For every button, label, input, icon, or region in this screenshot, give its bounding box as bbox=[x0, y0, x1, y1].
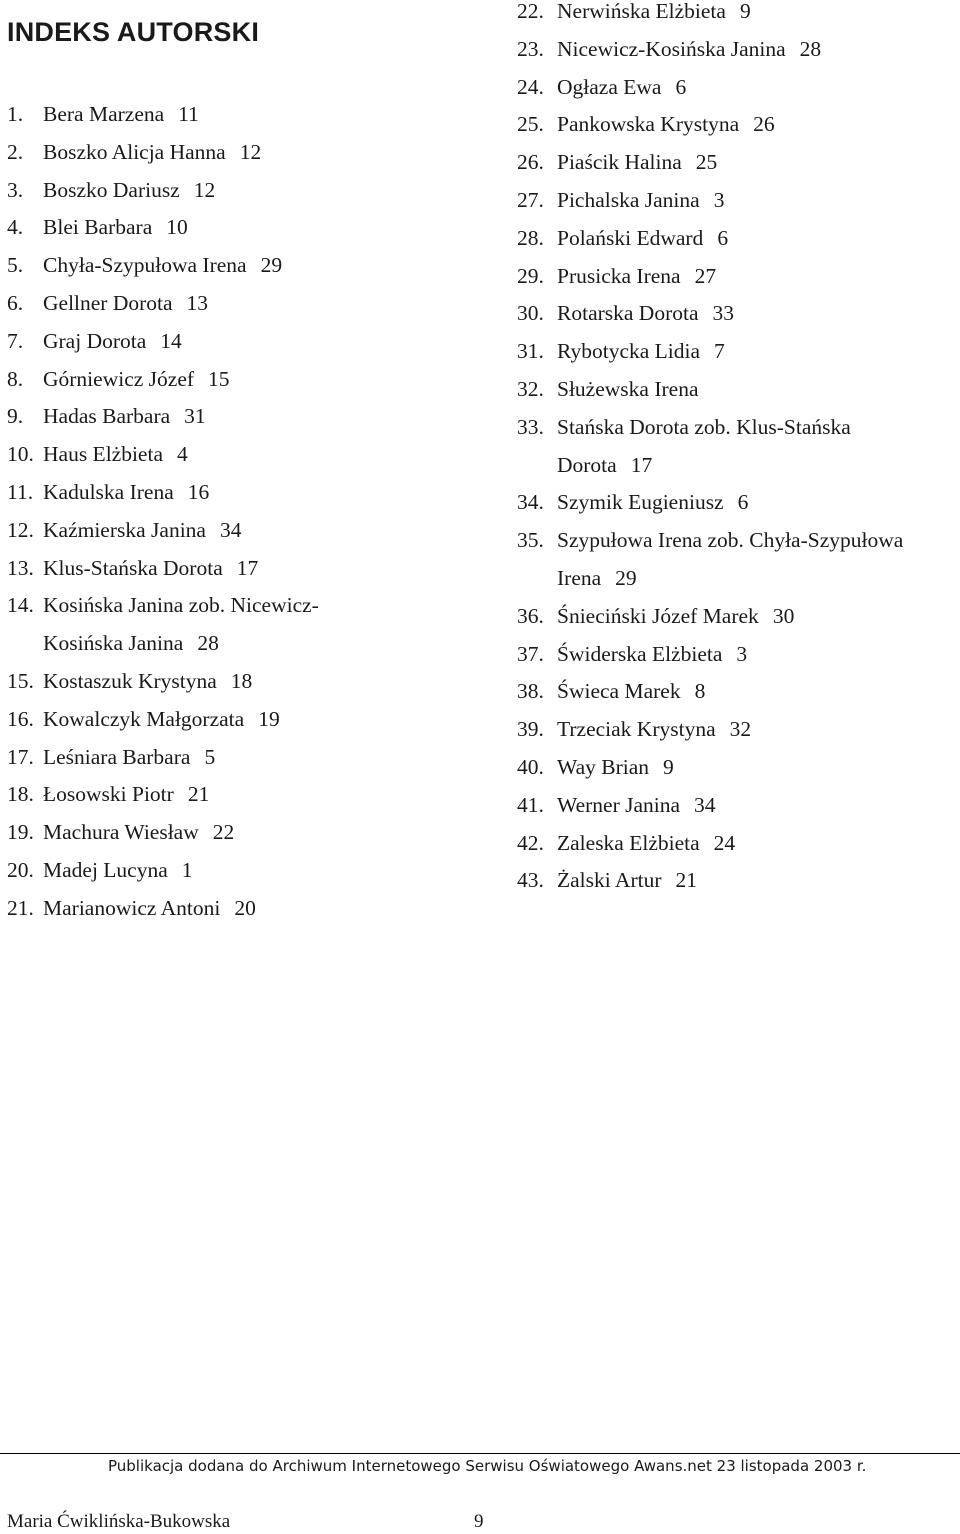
entry-author-name: Kaźmierska Janina bbox=[43, 517, 206, 542]
entry-page-number: 29 bbox=[615, 565, 637, 590]
entry-number: 31. bbox=[517, 339, 544, 364]
entry-page-number: 6 bbox=[717, 225, 729, 250]
entry-author-name: Pankowska Krystyna bbox=[557, 112, 740, 137]
entry-number: 36. bbox=[517, 603, 544, 628]
entry-number: 8. bbox=[7, 366, 24, 391]
entry-page-number: 30 bbox=[772, 603, 795, 628]
entry-number: 20. bbox=[7, 857, 34, 882]
entry-number: 28. bbox=[517, 225, 544, 250]
entry-page-number: 28 bbox=[197, 631, 219, 656]
entry-page-number: 9 bbox=[739, 0, 751, 23]
entry-number: 40. bbox=[517, 754, 544, 779]
entry-author-name: Świeca Marek bbox=[557, 679, 681, 704]
entry-page-number: 7 bbox=[714, 339, 725, 364]
index-entry bbox=[517, 862, 947, 900]
entry-author-name: Pichalska Janina bbox=[557, 187, 700, 212]
entry-author-name: Werner Janina bbox=[557, 792, 681, 817]
entry-number: 37. bbox=[517, 641, 544, 666]
entry-text bbox=[557, 220, 947, 258]
entry-text bbox=[43, 285, 377, 323]
entry-number: 5. bbox=[7, 253, 24, 278]
entry-author-name: Szymik Eugieniusz bbox=[557, 490, 724, 515]
entry-page-number: 9 bbox=[663, 754, 674, 779]
entry-page-number: 18 bbox=[230, 668, 253, 693]
entry-text bbox=[557, 182, 947, 220]
entry-page-number: 22 bbox=[212, 820, 235, 845]
entry-number: 12. bbox=[7, 517, 34, 542]
entry-page-number: 12 bbox=[239, 139, 262, 164]
entry-page-number: 17 bbox=[630, 452, 653, 477]
entry-text bbox=[557, 522, 947, 598]
entry-author-name: Chyła-Szypułowa Irena bbox=[43, 253, 247, 278]
entry-text bbox=[557, 295, 947, 333]
entry-number: 7. bbox=[7, 328, 24, 353]
index-entry bbox=[7, 701, 377, 739]
entry-number: 34. bbox=[517, 490, 544, 515]
entry-author-name: Łosowski Piotr bbox=[43, 782, 174, 807]
entry-number: 25. bbox=[517, 112, 544, 137]
entry-author-name: Way Brian bbox=[557, 754, 650, 779]
entry-text bbox=[43, 587, 377, 663]
index-entry bbox=[7, 247, 377, 285]
entry-text bbox=[557, 636, 947, 674]
footer-publication-note: Publikacja dodana do Archiwum Internetowego Serwisu Oświatowego Awans.net 23 listopada 2003 r. bbox=[108, 1457, 867, 1475]
entry-author-name: Nerwińska Elżbieta bbox=[557, 0, 726, 23]
index-entry bbox=[517, 409, 947, 485]
entry-number: 15. bbox=[7, 668, 34, 693]
entry-author-name: Blei Barbara bbox=[43, 215, 153, 240]
entry-author-name: Gellner Dorota bbox=[43, 290, 173, 315]
index-heading: INDEKS AUTORSKI bbox=[7, 17, 260, 47]
index-entry bbox=[7, 398, 377, 436]
entry-text bbox=[43, 852, 377, 890]
entry-number: 29. bbox=[517, 263, 544, 288]
entry-text bbox=[43, 776, 377, 814]
entry-author-name: Zaleska Elżbieta bbox=[557, 830, 700, 855]
entry-number: 16. bbox=[7, 706, 34, 731]
entry-text bbox=[557, 409, 947, 485]
entry-number: 42. bbox=[517, 830, 544, 855]
entry-author-name: Graj Dorota bbox=[43, 328, 147, 353]
entry-number: 6. bbox=[7, 290, 24, 315]
entry-author-name: Hadas Barbara bbox=[43, 404, 171, 429]
entry-text bbox=[557, 31, 947, 69]
entry-author-name: Haus Elżbieta bbox=[43, 442, 163, 467]
entry-page-number: 20 bbox=[234, 895, 256, 920]
entry-author-name: Nicewicz-Kosińska Janina bbox=[557, 36, 786, 61]
index-entry bbox=[517, 295, 947, 333]
entry-page-number: 6 bbox=[675, 74, 687, 99]
index-entry bbox=[7, 209, 377, 247]
entry-author-name: Klus-Stańska Dorota bbox=[43, 555, 223, 580]
entry-page-number: 3 bbox=[713, 187, 725, 212]
entry-text bbox=[43, 436, 377, 474]
entry-page-number: 29 bbox=[260, 253, 283, 278]
entry-author-name: Boszko Dariusz bbox=[43, 177, 180, 202]
entry-text bbox=[43, 663, 377, 701]
entry-number: 3. bbox=[7, 177, 24, 202]
entry-page-number: 31 bbox=[184, 404, 206, 429]
index-entry bbox=[517, 258, 947, 296]
entry-author-name: Madej Lucyna bbox=[43, 857, 168, 882]
entry-page-number: 4 bbox=[177, 442, 188, 467]
index-entry bbox=[7, 285, 377, 323]
index-entry bbox=[7, 663, 377, 701]
entry-page-number: 19 bbox=[258, 706, 280, 731]
index-entry bbox=[7, 96, 377, 134]
entry-author-name: Szypułowa Irena zob. Chyła-Szypułowa Irena bbox=[557, 528, 904, 590]
index-entry bbox=[517, 106, 947, 144]
entry-page-number: 10 bbox=[166, 215, 188, 240]
entry-page-number: 27 bbox=[694, 263, 717, 288]
entry-author-name: Machura Wiesław bbox=[43, 820, 199, 845]
entry-text bbox=[43, 890, 377, 928]
entry-number: 27. bbox=[517, 187, 544, 212]
entry-text bbox=[43, 512, 377, 550]
index-entry bbox=[7, 890, 377, 928]
entry-page-number: 17 bbox=[236, 555, 259, 580]
author-index-right-column bbox=[517, 0, 947, 900]
entry-author-name: Kowalczyk Małgorzata bbox=[43, 706, 245, 731]
entry-number: 11. bbox=[7, 479, 34, 504]
entry-author-name: Marianowicz Antoni bbox=[43, 895, 221, 920]
entry-text bbox=[557, 787, 947, 825]
entry-text bbox=[43, 134, 377, 172]
entry-text bbox=[557, 673, 947, 711]
index-entry bbox=[517, 0, 947, 31]
index-entry bbox=[517, 220, 947, 258]
entry-author-name: Stańska Dorota zob. Klus-Stańska Dorota bbox=[557, 414, 851, 477]
index-entry bbox=[7, 852, 377, 890]
entry-page-number: 13 bbox=[186, 290, 209, 315]
index-entry bbox=[517, 749, 947, 787]
entry-author-name: Boszko Alicja Hanna bbox=[43, 139, 226, 164]
index-entry bbox=[517, 69, 947, 107]
entry-author-name: Prusicka Irena bbox=[557, 263, 681, 288]
entry-number: 1. bbox=[7, 102, 24, 126]
entry-text bbox=[557, 0, 947, 31]
entry-page-number: 8 bbox=[694, 679, 706, 704]
entry-author-name: Kadulska Irena bbox=[43, 479, 174, 504]
entry-page-number: 28 bbox=[799, 36, 822, 61]
entry-text bbox=[557, 371, 947, 409]
index-entry bbox=[517, 144, 947, 182]
entry-page-number: 25 bbox=[695, 150, 718, 175]
entry-page-number: 12 bbox=[193, 177, 216, 202]
entry-page-number: 5 bbox=[204, 744, 216, 769]
entry-number: 4. bbox=[7, 215, 24, 240]
footer-divider bbox=[0, 1453, 960, 1454]
entry-author-name: Bera Marzena bbox=[43, 102, 165, 126]
entry-text bbox=[43, 172, 377, 210]
entry-text bbox=[557, 333, 947, 371]
index-entry bbox=[517, 787, 947, 825]
index-entry bbox=[517, 673, 947, 711]
entry-text bbox=[43, 96, 377, 134]
entry-number: 10. bbox=[7, 442, 34, 467]
entry-page-number: 3 bbox=[736, 641, 748, 666]
entry-number: 17. bbox=[7, 744, 34, 769]
entry-author-name: Rybotycka Lidia bbox=[557, 339, 701, 364]
entry-text bbox=[557, 749, 947, 787]
entry-text bbox=[557, 258, 947, 296]
index-entry bbox=[7, 814, 377, 852]
entry-text bbox=[43, 701, 377, 739]
entry-author-name: Ogłaza Ewa bbox=[557, 74, 662, 99]
index-entry bbox=[517, 825, 947, 863]
entry-author-name: Piaścik Halina bbox=[557, 150, 682, 175]
entry-page-number: 32 bbox=[729, 717, 752, 742]
entry-page-number: 11 bbox=[178, 102, 199, 126]
entry-page-number: 14 bbox=[160, 328, 182, 353]
entry-number: 21. bbox=[7, 895, 34, 920]
entry-author-name: Służewska Irena bbox=[557, 376, 699, 401]
entry-page-number: 6 bbox=[737, 490, 749, 515]
entry-text bbox=[557, 598, 947, 636]
entry-number: 32. bbox=[517, 376, 544, 401]
entry-author-name: Rotarska Dorota bbox=[557, 301, 699, 326]
entry-text bbox=[557, 106, 947, 144]
entry-number: 35. bbox=[517, 528, 544, 553]
index-entry bbox=[517, 636, 947, 674]
index-entry bbox=[7, 436, 377, 474]
entry-text bbox=[43, 474, 377, 512]
entry-number: 22. bbox=[517, 0, 544, 23]
index-entry bbox=[7, 361, 377, 399]
entry-number: 39. bbox=[517, 717, 544, 742]
index-entry bbox=[517, 182, 947, 220]
index-entry bbox=[517, 598, 947, 636]
index-entry bbox=[7, 323, 377, 361]
index-entry bbox=[517, 31, 947, 69]
entry-author-name: Leśniara Barbara bbox=[43, 744, 191, 769]
footer-author: Maria Ćwiklińska-Bukowska bbox=[7, 1511, 231, 1532]
entry-text bbox=[557, 711, 947, 749]
entry-number: 19. bbox=[7, 820, 34, 845]
entry-number: 43. bbox=[517, 868, 544, 893]
index-entry bbox=[7, 776, 377, 814]
entry-author-name: Górniewicz Józef bbox=[43, 366, 195, 391]
entry-number: 26. bbox=[517, 150, 544, 175]
entry-page-number: 15 bbox=[208, 366, 230, 391]
entry-author-name: Trzeciak Krystyna bbox=[557, 717, 716, 742]
entry-number: 9. bbox=[7, 404, 24, 429]
entry-number: 14. bbox=[7, 593, 34, 618]
entry-text bbox=[43, 247, 377, 285]
entry-page-number: 34 bbox=[219, 517, 242, 542]
entry-number: 41. bbox=[517, 792, 544, 817]
entry-page-number: 34 bbox=[694, 792, 716, 817]
index-entry bbox=[7, 172, 377, 210]
entry-text bbox=[43, 398, 377, 436]
entry-page-number: 33 bbox=[712, 301, 735, 326]
index-entry bbox=[517, 484, 947, 522]
index-entry bbox=[517, 711, 947, 749]
entry-text bbox=[557, 484, 947, 522]
entry-author-name: Polański Edward bbox=[557, 225, 704, 250]
index-entry bbox=[517, 371, 947, 409]
entry-text bbox=[43, 739, 377, 777]
entry-page-number: 1 bbox=[181, 857, 193, 882]
entry-number: 18. bbox=[7, 782, 34, 807]
entry-author-name: Żalski Artur bbox=[557, 868, 662, 893]
entry-text bbox=[43, 361, 377, 399]
entry-number: 13. bbox=[7, 555, 34, 580]
entry-author-name: Świderska Elżbieta bbox=[557, 641, 723, 666]
entry-page-number: 21 bbox=[187, 782, 210, 807]
entry-author-name: Śnieciński Józef Marek bbox=[557, 603, 759, 628]
index-entry bbox=[7, 134, 377, 172]
entry-text bbox=[557, 862, 947, 900]
footer-page-number: 9 bbox=[474, 1511, 484, 1532]
entry-text bbox=[43, 209, 377, 247]
index-entry bbox=[517, 522, 947, 598]
entry-page-number: 21 bbox=[675, 868, 697, 893]
entry-text bbox=[43, 550, 377, 588]
entry-number: 23. bbox=[517, 36, 544, 61]
entry-text bbox=[557, 69, 947, 107]
entry-text bbox=[43, 323, 377, 361]
entry-number: 2. bbox=[7, 139, 24, 164]
entry-page-number: 26 bbox=[753, 112, 775, 137]
index-entry bbox=[7, 739, 377, 777]
entry-page-number: 24 bbox=[713, 830, 736, 855]
entry-text bbox=[557, 144, 947, 182]
entry-number: 30. bbox=[517, 301, 544, 326]
entry-author-name: Kosińska Janina zob. Nicewicz-Kosińska Janina bbox=[43, 593, 319, 656]
author-index-left-column bbox=[7, 96, 377, 928]
index-entry bbox=[517, 333, 947, 371]
entry-number: 33. bbox=[517, 414, 544, 439]
entry-text bbox=[43, 814, 377, 852]
entry-number: 38. bbox=[517, 679, 544, 704]
index-entry bbox=[7, 550, 377, 588]
entry-author-name: Kostaszuk Krystyna bbox=[43, 668, 217, 693]
index-entry bbox=[7, 474, 377, 512]
entry-text bbox=[557, 825, 947, 863]
index-entry bbox=[7, 512, 377, 550]
entry-number: 24. bbox=[517, 74, 544, 99]
entry-page-number: 16 bbox=[187, 479, 210, 504]
index-entry bbox=[7, 587, 377, 663]
